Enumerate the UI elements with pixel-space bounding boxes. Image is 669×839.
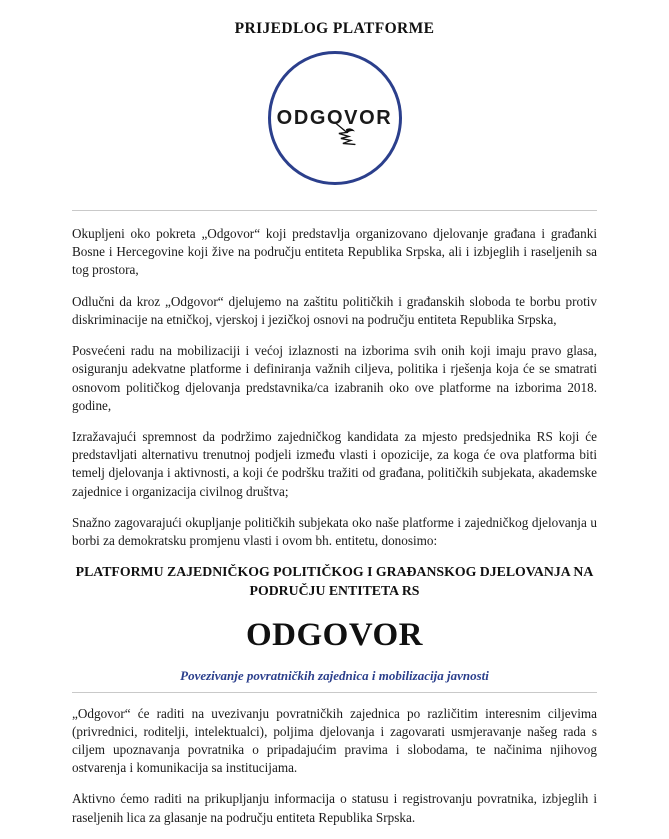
divider-top [72,210,597,211]
logo-circle [268,51,402,185]
page-title: PRIJEDLOG PLATFORME [234,20,435,37]
platform-name: ODGOVOR [245,616,423,653]
document-page [0,20,669,839]
paragraph: Posvećeni radu na mobilizaciji i većoj izlaznosti na izborima svih onih koji imaju pravo glasa, osiguranju adekvatne platforme i definiranja važnih ciljeva, politika i rješenja koja će se smatrati osnovom političkog djelovanja predstavnika/ca izabranih oko ove platforme na izborima 2018. godine, [72,343,597,413]
paragraph: Odlučni da kroz „Odgovor“ djelujemo na zaštitu političkih i građanskih sloboda te borbu protiv diskriminacije na etničkoj, vjerskoj i jezičkoj osnovi na području entiteta Republika Srpska, [72,293,597,327]
paragraph: „Odgovor“ će raditi na uvezivanju povratničkih zajednica po različitim interesnim ciljevima (privrednici, roditelji, intelektualci), poljima djelovanja i zagovarati usmjeravanje našeg rada s ciljem upoznavanja povratnika o pripadajućim pravima i slobodama, te načinima njihovog ostvarenja i komunikacija sa institucijama. [72,705,597,776]
paragraph: Aktivno ćemo raditi na prikupljanju informacija o statusu i registrovanju povratnika, izbjeglih i raseljenih lica za glasanje na području entiteta Republika Srpska. [72,791,597,825]
platform-heading: PLATFORMU ZAJEDNIČKOG POLITIČKOG I GRAĐANSKOG DJELOVANJA NA PODRUČJU ENTITETA RS [75,564,594,598]
section-subtitle: Povezivanje povratničkih zajednica i mobilizacija javnosti [180,667,489,683]
paragraph: Okupljeni oko pokreta „Odgovor“ koji predstavlja organizovano djelovanje građana i građanki Bosne i Hercegovine koji žive na području entiteta Republika Srpska, ali i izbjeglih i raseljenih sa tog prostora, [72,226,597,278]
logo-text: ODGOVOR [276,106,393,129]
paragraph: Izražavajući spremnost da podržimo zajedničkog kandidata za mjesto predsjednika RS koji će predstavljati alternativu trenutnoj podjeli između vlasti i opozicije, za koga će ova platforma biti temelj djelovanja i aktivnosti, a koji će podršku tražiti od građana, političkih subjekata, akademske zajednice i organizacija civilnog društva; [72,428,597,499]
logo-container [0,52,669,184]
document-body [0,210,669,827]
divider-section [72,692,597,693]
paragraph: Snažno zagovarajući okupljanje političkih subjekata oko naše platforme i zajedničkog djelovanja u borbi za demokratsku promjenu vlasti i ovom bh. entitetu, donosimo: [72,514,597,549]
